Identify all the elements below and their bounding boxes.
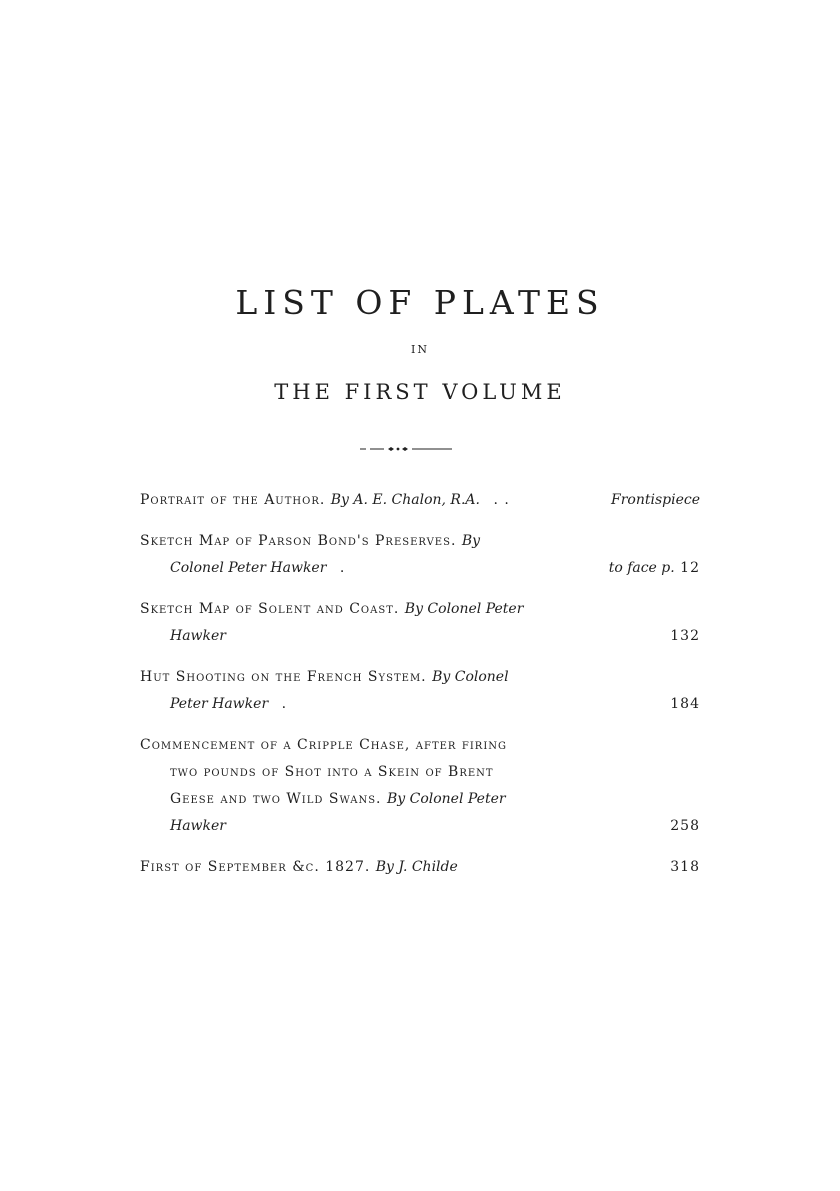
- page-subtitle-in: IN: [411, 343, 429, 356]
- plate-entry-portrait: [140, 487, 700, 514]
- ornament-divider-icon: [360, 444, 452, 454]
- plate-leader-dots: .: [339, 560, 346, 576]
- plate-title: Hut Shooting on the French System.: [140, 669, 427, 685]
- plate-line: [140, 623, 700, 650]
- plate-line: [140, 487, 700, 514]
- plate-entry-first-of-september: [140, 854, 700, 881]
- page-title: LIST OF PLATES: [235, 283, 605, 322]
- plate-artist: By A. E. Chalon, R.A.: [330, 492, 480, 508]
- plate-artist: Hawker: [170, 818, 226, 834]
- plate-entry-cripple-chase: [140, 732, 700, 840]
- plate-artist: Peter Hawker: [170, 696, 269, 712]
- plate-artist: Hawker: [170, 628, 226, 644]
- plate-entry-solent-map: [140, 596, 700, 650]
- plate-entry-parson-bond-map: [140, 528, 700, 582]
- plate-page: 132: [670, 628, 700, 644]
- plate-artist: Colonel Peter Hawker: [170, 560, 327, 576]
- plate-line: [140, 664, 700, 691]
- plate-line: [140, 813, 700, 840]
- plate-title: two pounds of Shot into a Skein of Brent: [170, 764, 494, 780]
- plate-line: [140, 691, 700, 718]
- plate-line: [140, 854, 700, 881]
- plate-artist: By Colonel Peter: [404, 601, 524, 617]
- plate-leader-dots: .: [281, 696, 288, 712]
- plate-title: First of September &c. 1827.: [140, 859, 371, 875]
- plate-page: 258: [670, 818, 700, 834]
- plate-artist: By Colonel Peter: [386, 791, 506, 807]
- plate-page: 184: [670, 696, 700, 712]
- plate-title: Commencement of a Cripple Chase, after firing: [140, 737, 508, 753]
- plate-leader-dots: . .: [493, 492, 510, 508]
- plate-title: Sketch Map of Parson Bond's Preserves.: [140, 533, 457, 549]
- plate-line: [140, 528, 700, 555]
- plate-line: [140, 786, 700, 813]
- plate-title: Portrait of the Author.: [140, 492, 326, 508]
- plate-line: [140, 555, 700, 582]
- plate-title: Geese and two Wild Swans.: [170, 791, 382, 807]
- plate-artist: By J. Childe: [375, 859, 458, 875]
- volume-title: THE FIRST VOLUME: [274, 380, 566, 404]
- plate-artist: By Colonel: [432, 669, 509, 685]
- plate-title: Sketch Map of Solent and Coast.: [140, 601, 400, 617]
- plate-page: 318: [670, 859, 700, 875]
- plate-page: Frontispiece: [611, 492, 700, 508]
- plates-list: [140, 487, 700, 881]
- plate-line: [140, 759, 700, 786]
- plate-page-number: 12: [680, 560, 700, 576]
- plate-line: [140, 596, 700, 623]
- plate-page-prefix: to face p.: [608, 560, 675, 576]
- plate-page: [609, 555, 700, 582]
- plate-line: [140, 732, 700, 759]
- plate-artist: By: [461, 533, 481, 549]
- plate-entry-hut-shooting: [140, 664, 700, 718]
